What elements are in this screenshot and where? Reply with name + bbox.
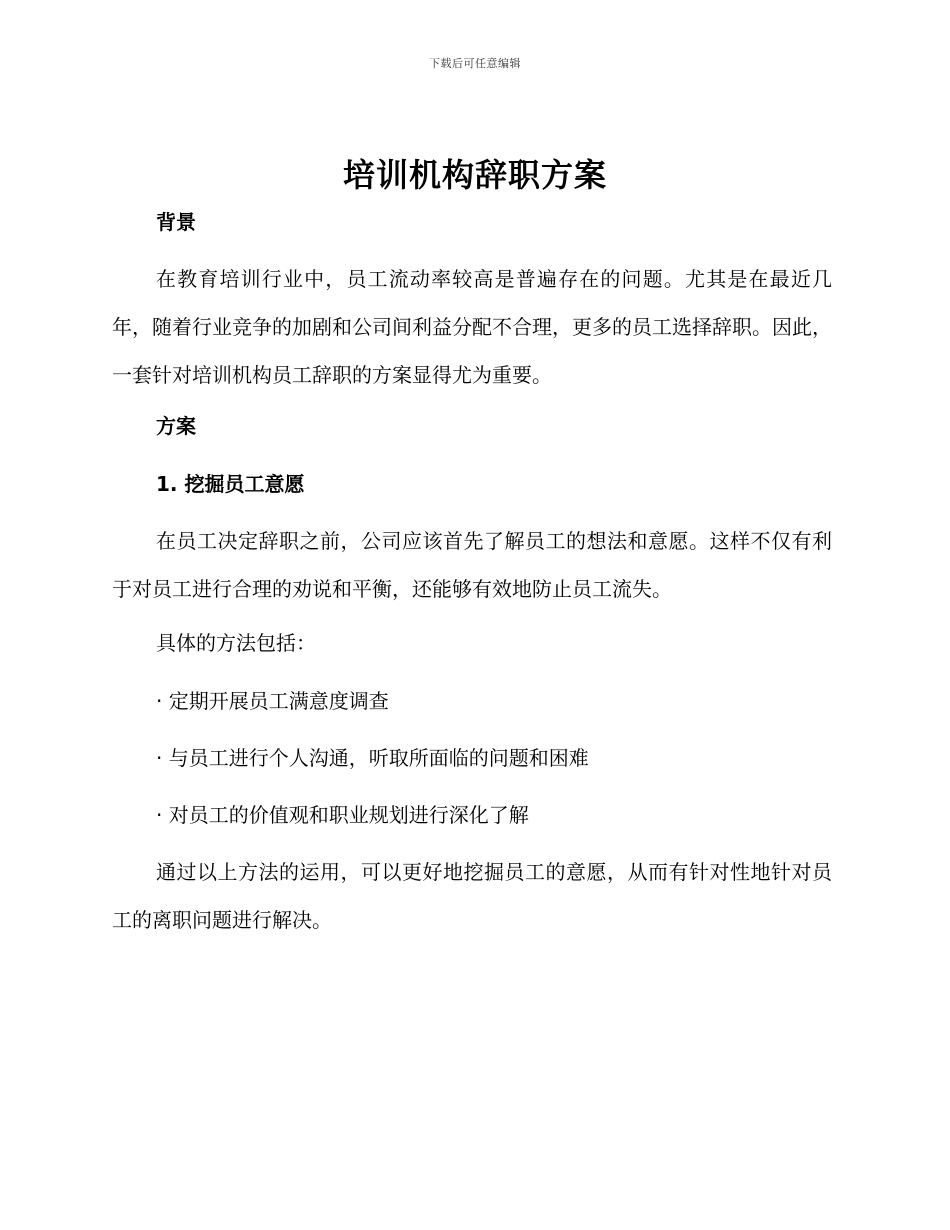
conclusion-paragraph: 通过以上方法的运用，可以更好地挖掘员工的意愿，从而有针对性地针对员工的离职问题进行解决。 xyxy=(112,860,832,932)
item1-heading: 1. 挖掘员工意愿 xyxy=(156,472,305,496)
bullet-item: · 定期开展员工满意度调查 xyxy=(156,689,389,713)
bullet-item: · 对员工的价值观和职业规划进行深化了解 xyxy=(156,803,529,827)
background-heading: 背景 xyxy=(156,210,196,234)
page-title: 培训机构辞职方案 xyxy=(342,156,607,194)
methods-intro: 具体的方法包括： xyxy=(156,631,316,655)
header-note: 下载后可任意编辑 xyxy=(429,57,521,70)
bullet-item: · 与员工进行个人沟通，听取所面临的问题和困难 xyxy=(156,746,589,770)
plan-heading: 方案 xyxy=(156,414,196,438)
background-paragraph: 在教育培训行业中，员工流动率较高是普遍存在的问题。尤其是在最近几年，随着行业竞争的加剧和公司间利益分配不合理，更多的员工选择辞职。因此，一套针对培训机构员工辞职的方案显得尤为重要。 xyxy=(112,267,832,387)
item1-paragraph: 在员工决定辞职之前，公司应该首先了解员工的想法和意愿。这样不仅有利于对员工进行合理的劝说和平衡，还能够有效地防止员工流失。 xyxy=(112,529,832,601)
